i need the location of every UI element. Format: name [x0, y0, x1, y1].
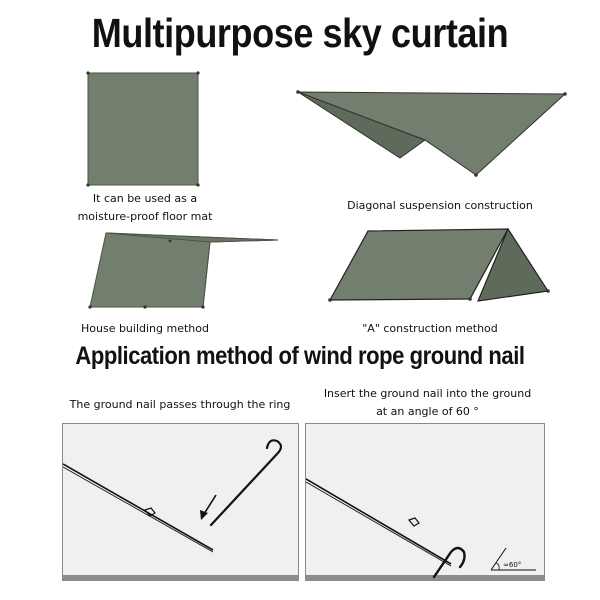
angle-label: ≈60° — [503, 561, 522, 569]
application-title: Application method of wind rope ground nail — [75, 342, 525, 370]
nail-angle-caption — [315, 385, 540, 421]
floor-mat-caption — [70, 190, 220, 226]
floor-mat-caption-line1: It can be used as a — [92, 192, 198, 205]
main-title: Multipurpose sky curtain — [91, 10, 509, 56]
nail-angle-drawing — [306, 424, 544, 580]
diagonal-suspension-illustration — [296, 90, 567, 177]
house-caption: House building method — [80, 322, 209, 335]
nail-angle-panel — [305, 423, 545, 581]
diagonal-caption: Diagonal suspension construction — [347, 199, 533, 212]
nail-angle-caption-line1: Insert the ground nail into the ground — [323, 387, 532, 400]
house-building-illustration — [88, 233, 278, 309]
floor-mat-illustration — [86, 71, 199, 186]
nail-ring-panel — [62, 423, 299, 581]
nail-ring-drawing — [63, 424, 298, 580]
a-frame-caption: "A" construction method — [362, 322, 498, 335]
a-frame-illustration — [328, 229, 550, 302]
floor-mat-caption-line2: moisture-proof floor mat — [77, 210, 213, 223]
nail-ring-caption: The ground nail passes through the ring — [69, 398, 291, 411]
nail-angle-caption-line2: at an angle of 60 ° — [376, 405, 479, 418]
